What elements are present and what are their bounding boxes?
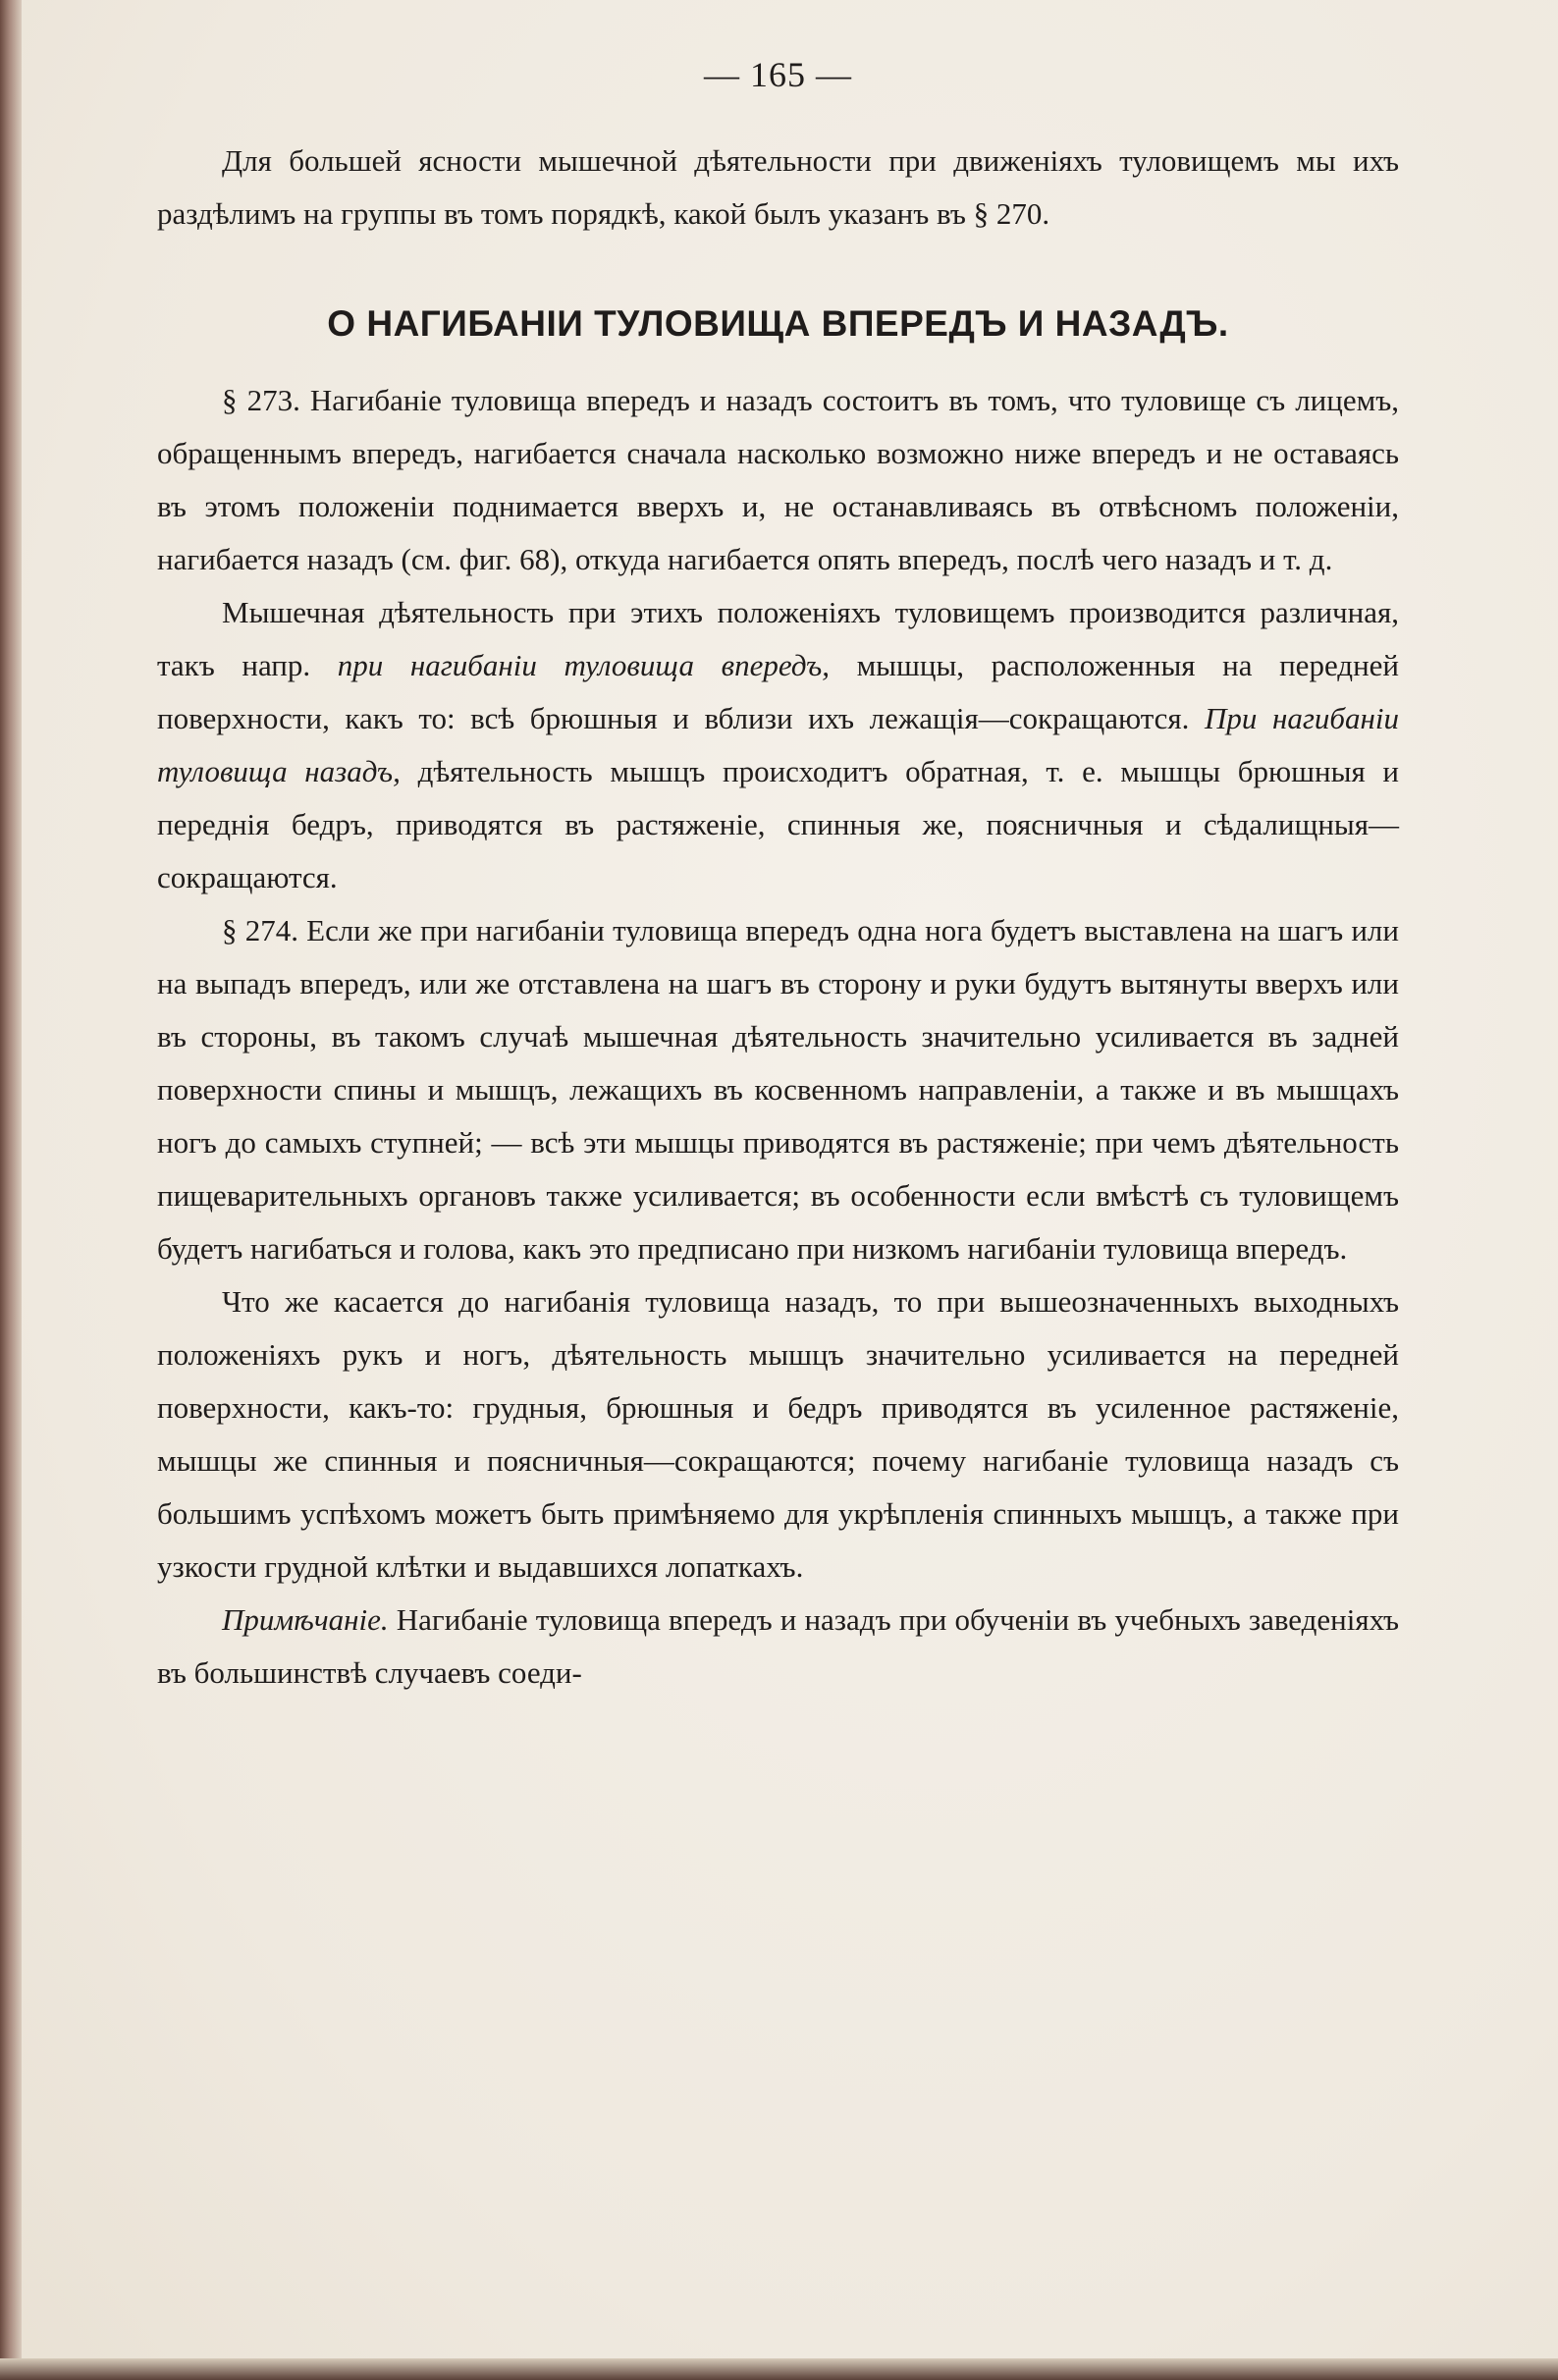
muscle-italic-forward: при нагибаніи туловища впередъ, xyxy=(337,648,830,682)
muscle-activity-paragraph xyxy=(157,586,1399,904)
muscle-text-part2: мышцы, расположенныя на передней поверхности, какъ то: всѣ брюшныя и вблизи ихъ лежащія—сокращаются. xyxy=(157,648,1400,735)
muscle-italic-backward: При нагибаніи туловища назадъ, xyxy=(157,701,1399,788)
page-binding-edge xyxy=(0,0,22,2380)
page-text xyxy=(157,54,1399,1700)
muscle-text-part3: дѣятельность мышцъ происходитъ обратная, т. е. мышцы брюшныя и переднія бедръ, приводятся въ растяженіе, спинныя же, поясничныя и сѣдалищныя—сокращаются. xyxy=(157,754,1400,894)
page-bottom-edge xyxy=(0,2358,1558,2380)
paragraph-274: § 274. Если же при нагибаніи туловища впередъ одна нога будетъ выставлена на шагъ или на выпадъ впередъ, или же отставлена на шагъ въ сторону и руки будутъ вытянуты вверхъ или въ стороны, въ такомъ случаѣ мышечная дѣятельность значительно усиливается въ задней поверхности спины и мышцъ, лежащихъ въ косвенномъ направленіи, а также и въ мышцахъ ногъ до самыхъ ступней; — всѣ эти мышцы приводятся въ растяженіе; при чемъ дѣятельность пищеварительныхъ органовъ также усиливается; въ особенности если вмѣстѣ съ туловищемъ будетъ нагибаться и голова, какъ это предписано при низкомъ нагибаніи туловища впередъ. xyxy=(157,913,1399,1266)
note-paragraph xyxy=(157,1594,1399,1700)
section-heading: О НАГИБАНІИ ТУЛОВИЩА ВПЕРЕДЪ И НАЗАДЪ. xyxy=(327,303,1229,344)
note-label: Примѣчаніе. xyxy=(222,1602,389,1637)
intro-paragraph: Для большей ясности мышечной дѣятельности при движеніяхъ туловищемъ мы ихъ раздѣлимъ на группы въ томъ порядкѣ, какой былъ указанъ въ § 270. xyxy=(157,143,1399,231)
muscle-text-part1: Мышечная дѣятельность при этихъ положеніяхъ туловищемъ производится различная, такъ напр. xyxy=(157,595,1399,682)
note-text: Нагибаніе туловища впередъ и назадъ при обученіи въ учебныхъ заведеніяхъ въ большинствѣ случаевъ соеди- xyxy=(157,1602,1399,1690)
paragraph-273: § 273. Нагибаніе туловища впередъ и назадъ состоитъ въ томъ, что туловище съ лицемъ, обращеннымъ впередъ, нагибается сначала насколько возможно ниже впередъ и не оставаясь въ этомъ положеніи поднимается вверхъ и, не останавливаясь въ отвѣсномъ положеніи, нагибается назадъ (см. фиг. 68), откуда нагибается опять впередъ, послѣ чего назадъ и т. д. xyxy=(157,383,1399,576)
page-number: — 165 — xyxy=(704,55,852,94)
backward-bend-paragraph: Что же касается до нагибанія туловища назадъ, то при вышеозначенныхъ выходныхъ положеніяхъ рукъ и ногъ, дѣятельность мышцъ значительно усиливается на передней поверхности, какъ-то: грудныя, брюшныя и бедръ приводятся въ усиленное растяженіе, мышцы же спинныя и поясничныя—сокращаются; почему нагибаніе туловища назадъ съ большимъ успѣхомъ можетъ быть примѣняемо для укрѣпленія спинныхъ мышцъ, а также при узкости грудной клѣтки и выдавшихся лопаткахъ. xyxy=(157,1284,1399,1584)
